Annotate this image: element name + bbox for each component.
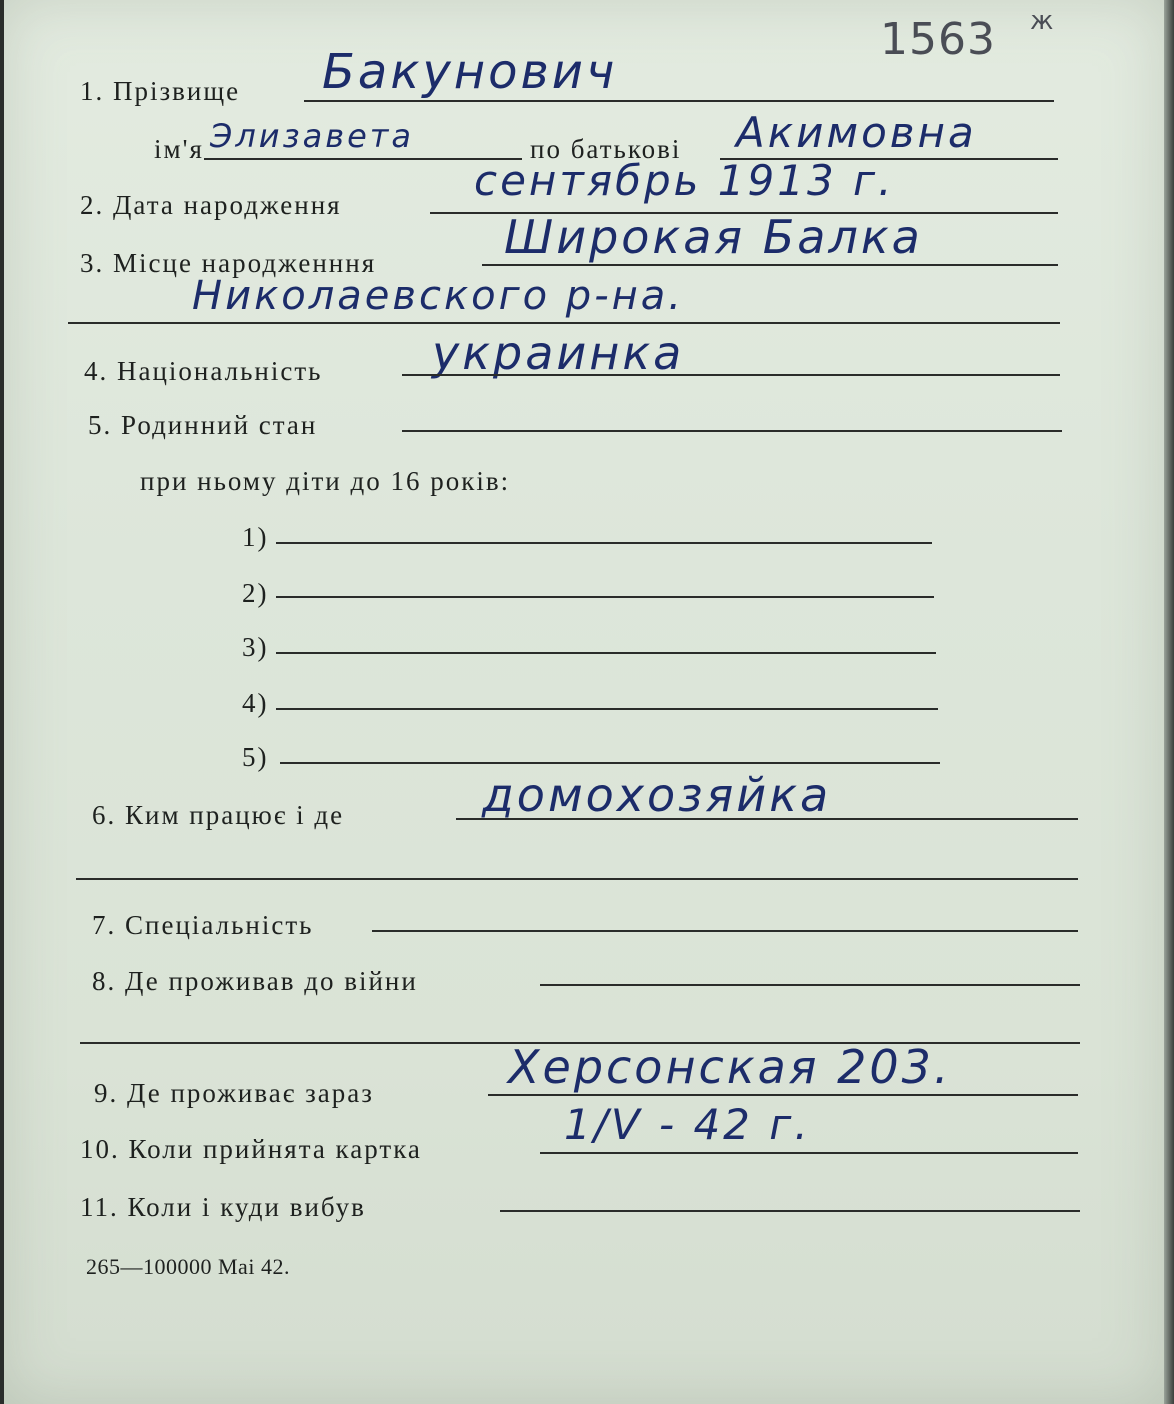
first-name-value: Элизавета xyxy=(210,117,415,155)
surname-value: Бакунович xyxy=(322,44,618,100)
card-accepted-line xyxy=(540,1152,1078,1154)
specialty-label: 7. Спеціальність xyxy=(92,910,314,940)
registration-card xyxy=(4,0,1164,1404)
children-label: при ньому діти до 16 років: xyxy=(140,466,511,496)
child-3-line xyxy=(276,652,936,654)
current-residence-value: Херсонская 203. xyxy=(508,1040,952,1094)
child-5-label: 5) xyxy=(242,742,269,772)
birthplace-line2 xyxy=(68,322,1060,324)
occupation-line2 xyxy=(76,878,1078,880)
surname-line xyxy=(304,100,1054,102)
marital-status-line xyxy=(402,430,1062,432)
child-2-line xyxy=(276,596,934,598)
birth-date-label: 2. Дата народження xyxy=(80,190,342,220)
card-edge xyxy=(1164,0,1174,1404)
current-residence-line xyxy=(488,1094,1078,1096)
occupation-value: домохозяйка xyxy=(482,768,832,822)
surname-label: 1. Прізвище xyxy=(80,76,241,106)
child-5-line xyxy=(280,762,940,764)
child-2-label: 2) xyxy=(242,578,269,608)
specialty-line xyxy=(372,930,1078,932)
child-3-label: 3) xyxy=(242,632,269,662)
card-accepted-value: 1/V - 42 г. xyxy=(564,1100,811,1149)
card-accepted-label: 10. Коли прийнята картка xyxy=(80,1134,422,1164)
prewar-residence-label: 8. Де проживав до війни xyxy=(92,966,418,996)
birthplace-line1-value: Широкая Балка xyxy=(504,210,923,264)
first-name-label: ім'я xyxy=(154,134,204,164)
birthplace-label: 3. Місце народженння xyxy=(80,248,377,278)
card-number: 1563 xyxy=(880,14,996,65)
departure-label: 11. Коли і куди вибув xyxy=(80,1192,366,1222)
occupation-line1 xyxy=(456,818,1078,820)
card-number-suffix: ж xyxy=(1030,6,1055,36)
child-4-line xyxy=(276,708,938,710)
nationality-line xyxy=(402,374,1060,376)
child-1-line xyxy=(276,542,932,544)
birthplace-line1 xyxy=(482,264,1058,266)
patronymic-label: по батькові xyxy=(530,134,682,164)
child-4-label: 4) xyxy=(242,688,269,718)
patronymic-value: Акимовна xyxy=(736,108,977,157)
birth-date-value: сентябрь 1913 г. xyxy=(474,156,895,205)
departure-line xyxy=(500,1210,1080,1212)
current-residence-label: 9. Де проживає зараз xyxy=(94,1078,374,1108)
marital-status-label: 5. Родинний стан xyxy=(88,410,318,440)
print-mark: 265—100000 Маі 42. xyxy=(86,1254,290,1279)
prewar-residence-line1 xyxy=(540,984,1080,986)
nationality-value: украинка xyxy=(432,326,685,380)
nationality-label: 4. Національність xyxy=(84,356,323,386)
child-1-label: 1) xyxy=(242,522,269,552)
birthplace-line2-value: Николаевского р-на. xyxy=(192,273,684,319)
occupation-label: 6. Ким працює і де xyxy=(92,800,345,830)
